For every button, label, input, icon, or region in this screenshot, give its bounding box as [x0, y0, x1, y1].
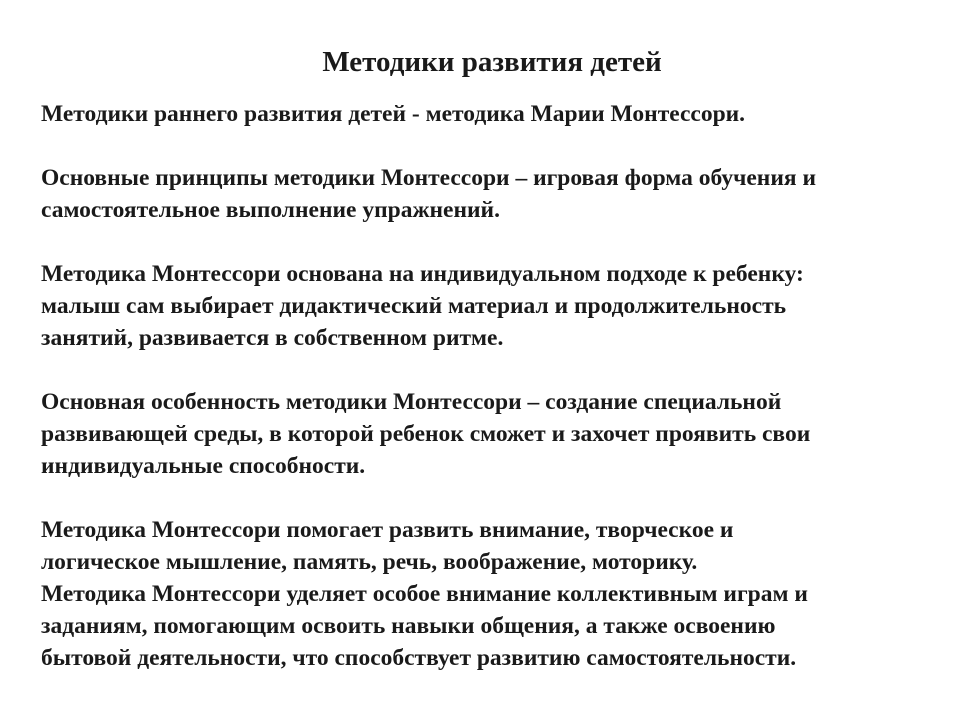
text-line: индивидуальные способности.: [41, 453, 366, 479]
paragraph-individual-approach: [41, 258, 921, 354]
text-line: Основные принципы методики Монтессори – игровая форма обучения и: [41, 165, 817, 191]
text-line: Методика Монтессори помогает развить внимание, творческое и: [41, 517, 734, 543]
paragraph-gap: [41, 226, 921, 258]
paragraph-collective-games: [41, 578, 921, 674]
text-line: логическое мышление, память, речь, воображение, моторику.: [41, 549, 698, 575]
paragraph-intro: [41, 98, 921, 130]
paragraph-environment: [41, 386, 921, 482]
text-line: бытовой деятельности, что способствует развитию самостоятельности.: [41, 645, 797, 671]
text-line: Основная особенность методики Монтессори – создание специальной: [41, 389, 782, 415]
paragraph-gap: [41, 130, 921, 162]
text-line: развивающей среды, в которой ребенок сможет и захочет проявить свои: [41, 421, 811, 447]
paragraph-gap: [41, 354, 921, 386]
text-line: Методика Монтессори уделяет особое внимание коллективным играм и: [41, 581, 808, 607]
paragraph-gap: [41, 482, 921, 514]
paragraph-principles: [41, 162, 921, 226]
slide-title: Методики развития детей: [322, 46, 662, 78]
text-line: Методика Монтессори основана на индивидуальном подходе к ребенку:: [41, 261, 804, 287]
text-line: самостоятельное выполнение упражнений.: [41, 197, 500, 223]
text-line: заданиям, помогающим освоить навыки общения, а также освоению: [41, 613, 776, 639]
paragraph-development: [41, 514, 921, 578]
text-line: Методики раннего развития детей - методика Марии Монтессори.: [41, 101, 746, 127]
text-line: малыш сам выбирает дидактический материал и продолжительность: [41, 293, 787, 319]
slide-body: [41, 98, 921, 674]
text-line: занятий, развивается в собственном ритме.: [41, 325, 504, 351]
